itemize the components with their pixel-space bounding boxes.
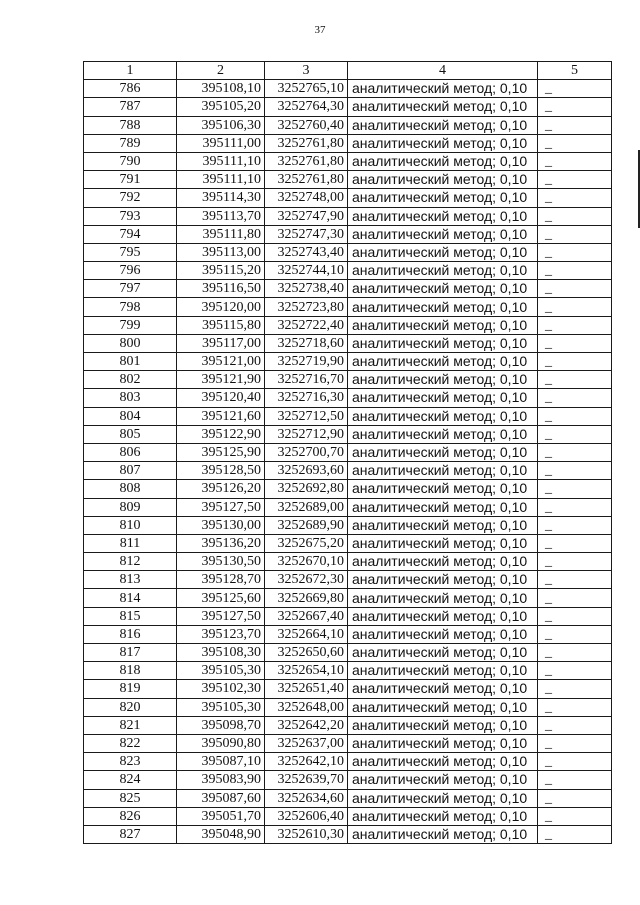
column-header-3: 3 — [265, 62, 348, 80]
y-coordinate-cell: 3252760,40 — [265, 116, 348, 134]
x-coordinate-cell: 395111,10 — [177, 171, 265, 189]
description-cell: _ — [538, 389, 612, 407]
point-number-cell: 810 — [84, 516, 177, 534]
description-cell: _ — [538, 734, 612, 752]
method-cell: аналитический метод; 0,10 — [348, 98, 538, 116]
y-coordinate-cell: 3252606,40 — [265, 807, 348, 825]
table-row — [84, 298, 612, 316]
method-cell: аналитический метод; 0,10 — [348, 316, 538, 334]
point-number-cell: 815 — [84, 607, 177, 625]
method-cell: аналитический метод; 0,10 — [348, 171, 538, 189]
x-coordinate-cell: 395121,00 — [177, 353, 265, 371]
table-body — [84, 80, 612, 844]
x-coordinate-cell: 395115,80 — [177, 316, 265, 334]
y-coordinate-cell: 3252761,80 — [265, 152, 348, 170]
table-row — [84, 698, 612, 716]
x-coordinate-cell: 395106,30 — [177, 116, 265, 134]
table-row — [84, 571, 612, 589]
point-number-cell: 801 — [84, 353, 177, 371]
point-number-cell: 795 — [84, 243, 177, 261]
y-coordinate-cell: 3252719,90 — [265, 353, 348, 371]
method-cell: аналитический метод; 0,10 — [348, 152, 538, 170]
x-coordinate-cell: 395120,00 — [177, 298, 265, 316]
table-row — [84, 389, 612, 407]
method-cell: аналитический метод; 0,10 — [348, 243, 538, 261]
method-cell: аналитический метод; 0,10 — [348, 753, 538, 771]
method-cell: аналитический метод; 0,10 — [348, 134, 538, 152]
table-row — [84, 644, 612, 662]
table-row — [84, 407, 612, 425]
table-row — [84, 498, 612, 516]
description-cell: _ — [538, 789, 612, 807]
coordinates-table — [83, 61, 612, 844]
description-cell: _ — [538, 716, 612, 734]
table-row — [84, 807, 612, 825]
description-cell: _ — [538, 171, 612, 189]
point-number-cell: 792 — [84, 189, 177, 207]
point-number-cell: 794 — [84, 225, 177, 243]
point-number-cell: 823 — [84, 753, 177, 771]
description-cell: _ — [538, 98, 612, 116]
page-number: 37 — [314, 24, 326, 36]
method-cell: аналитический метод; 0,10 — [348, 698, 538, 716]
description-cell: _ — [538, 443, 612, 461]
description-cell: _ — [538, 680, 612, 698]
point-number-cell: 826 — [84, 807, 177, 825]
description-cell: _ — [538, 407, 612, 425]
description-cell: _ — [538, 589, 612, 607]
y-coordinate-cell: 3252712,50 — [265, 407, 348, 425]
x-coordinate-cell: 395128,70 — [177, 571, 265, 589]
description-cell: _ — [538, 480, 612, 498]
y-coordinate-cell: 3252747,90 — [265, 207, 348, 225]
method-cell: аналитический метод; 0,10 — [348, 443, 538, 461]
method-cell: аналитический метод; 0,10 — [348, 462, 538, 480]
description-cell: _ — [538, 571, 612, 589]
x-coordinate-cell: 395136,20 — [177, 534, 265, 552]
table-row — [84, 225, 612, 243]
x-coordinate-cell: 395116,50 — [177, 280, 265, 298]
y-coordinate-cell: 3252692,80 — [265, 480, 348, 498]
method-cell: аналитический метод; 0,10 — [348, 389, 538, 407]
description-cell: _ — [538, 152, 612, 170]
table-row — [84, 134, 612, 152]
description-cell: _ — [538, 262, 612, 280]
x-coordinate-cell: 395126,20 — [177, 480, 265, 498]
point-number-cell: 821 — [84, 716, 177, 734]
description-cell: _ — [538, 498, 612, 516]
x-coordinate-cell: 395130,00 — [177, 516, 265, 534]
description-cell: _ — [538, 607, 612, 625]
description-cell: _ — [538, 207, 612, 225]
y-coordinate-cell: 3252637,00 — [265, 734, 348, 752]
y-coordinate-cell: 3252718,60 — [265, 334, 348, 352]
table-row — [84, 480, 612, 498]
point-number-cell: 809 — [84, 498, 177, 516]
x-coordinate-cell: 395127,50 — [177, 498, 265, 516]
x-coordinate-cell: 395125,90 — [177, 443, 265, 461]
x-coordinate-cell: 395083,90 — [177, 771, 265, 789]
method-cell: аналитический метод; 0,10 — [348, 662, 538, 680]
y-coordinate-cell: 3252667,40 — [265, 607, 348, 625]
x-coordinate-cell: 395114,30 — [177, 189, 265, 207]
method-cell: аналитический метод; 0,10 — [348, 680, 538, 698]
y-coordinate-cell: 3252723,80 — [265, 298, 348, 316]
y-coordinate-cell: 3252722,40 — [265, 316, 348, 334]
description-cell: _ — [538, 425, 612, 443]
table-row — [84, 534, 612, 552]
y-coordinate-cell: 3252610,30 — [265, 825, 348, 843]
x-coordinate-cell: 395087,60 — [177, 789, 265, 807]
table-row — [84, 680, 612, 698]
y-coordinate-cell: 3252765,10 — [265, 80, 348, 98]
point-number-cell: 791 — [84, 171, 177, 189]
description-cell: _ — [538, 662, 612, 680]
y-coordinate-cell: 3252747,30 — [265, 225, 348, 243]
table-row — [84, 152, 612, 170]
description-cell: _ — [538, 353, 612, 371]
y-coordinate-cell: 3252764,30 — [265, 98, 348, 116]
point-number-cell: 817 — [84, 644, 177, 662]
y-coordinate-cell: 3252675,20 — [265, 534, 348, 552]
point-number-cell: 824 — [84, 771, 177, 789]
description-cell: _ — [538, 80, 612, 98]
x-coordinate-cell: 395122,90 — [177, 425, 265, 443]
table-row — [84, 589, 612, 607]
point-number-cell: 820 — [84, 698, 177, 716]
description-cell: _ — [538, 516, 612, 534]
y-coordinate-cell: 3252650,60 — [265, 644, 348, 662]
method-cell: аналитический метод; 0,10 — [348, 771, 538, 789]
x-coordinate-cell: 395120,40 — [177, 389, 265, 407]
description-cell: _ — [538, 625, 612, 643]
method-cell: аналитический метод; 0,10 — [348, 625, 538, 643]
description-cell: _ — [538, 553, 612, 571]
point-number-cell: 806 — [84, 443, 177, 461]
x-coordinate-cell: 395125,60 — [177, 589, 265, 607]
table-row — [84, 607, 612, 625]
method-cell: аналитический метод; 0,10 — [348, 80, 538, 98]
table-row — [84, 553, 612, 571]
table-row — [84, 753, 612, 771]
table-row — [84, 334, 612, 352]
table-row — [84, 98, 612, 116]
y-coordinate-cell: 3252738,40 — [265, 280, 348, 298]
method-cell: аналитический метод; 0,10 — [348, 534, 538, 552]
description-cell: _ — [538, 753, 612, 771]
column-header-4: 4 — [348, 62, 538, 80]
y-coordinate-cell: 3252670,10 — [265, 553, 348, 571]
x-coordinate-cell: 395117,00 — [177, 334, 265, 352]
description-cell: _ — [538, 771, 612, 789]
method-cell: аналитический метод; 0,10 — [348, 225, 538, 243]
table-row — [84, 353, 612, 371]
x-coordinate-cell: 395098,70 — [177, 716, 265, 734]
x-coordinate-cell: 395121,60 — [177, 407, 265, 425]
description-cell: _ — [538, 243, 612, 261]
method-cell: аналитический метод; 0,10 — [348, 207, 538, 225]
x-coordinate-cell: 395130,50 — [177, 553, 265, 571]
point-number-cell: 800 — [84, 334, 177, 352]
point-number-cell: 811 — [84, 534, 177, 552]
table-row — [84, 825, 612, 843]
table-header-row — [84, 62, 612, 80]
x-coordinate-cell: 395113,70 — [177, 207, 265, 225]
y-coordinate-cell: 3252748,00 — [265, 189, 348, 207]
method-cell: аналитический метод; 0,10 — [348, 116, 538, 134]
x-coordinate-cell: 395102,30 — [177, 680, 265, 698]
point-number-cell: 816 — [84, 625, 177, 643]
point-number-cell: 805 — [84, 425, 177, 443]
description-cell: _ — [538, 280, 612, 298]
description-cell: _ — [538, 225, 612, 243]
table-row — [84, 625, 612, 643]
method-cell: аналитический метод; 0,10 — [348, 553, 538, 571]
point-number-cell: 822 — [84, 734, 177, 752]
method-cell: аналитический метод; 0,10 — [348, 353, 538, 371]
point-number-cell: 793 — [84, 207, 177, 225]
table-row — [84, 425, 612, 443]
method-cell: аналитический метод; 0,10 — [348, 262, 538, 280]
point-number-cell: 786 — [84, 80, 177, 98]
x-coordinate-cell: 395115,20 — [177, 262, 265, 280]
x-coordinate-cell: 395048,90 — [177, 825, 265, 843]
table-row — [84, 280, 612, 298]
point-number-cell: 796 — [84, 262, 177, 280]
y-coordinate-cell: 3252716,30 — [265, 389, 348, 407]
method-cell: аналитический метод; 0,10 — [348, 480, 538, 498]
point-number-cell: 798 — [84, 298, 177, 316]
y-coordinate-cell: 3252672,30 — [265, 571, 348, 589]
x-coordinate-cell: 395127,50 — [177, 607, 265, 625]
method-cell: аналитический метод; 0,10 — [348, 807, 538, 825]
y-coordinate-cell: 3252689,90 — [265, 516, 348, 534]
table-row — [84, 516, 612, 534]
table-row — [84, 316, 612, 334]
table-row — [84, 243, 612, 261]
table-row — [84, 189, 612, 207]
y-coordinate-cell: 3252669,80 — [265, 589, 348, 607]
x-coordinate-cell: 395111,00 — [177, 134, 265, 152]
x-coordinate-cell: 395111,80 — [177, 225, 265, 243]
x-coordinate-cell: 395090,80 — [177, 734, 265, 752]
method-cell: аналитический метод; 0,10 — [348, 189, 538, 207]
point-number-cell: 790 — [84, 152, 177, 170]
y-coordinate-cell: 3252743,40 — [265, 243, 348, 261]
y-coordinate-cell: 3252651,40 — [265, 680, 348, 698]
table-row — [84, 262, 612, 280]
point-number-cell: 819 — [84, 680, 177, 698]
x-coordinate-cell: 395105,30 — [177, 662, 265, 680]
description-cell: _ — [538, 462, 612, 480]
point-number-cell: 789 — [84, 134, 177, 152]
description-cell: _ — [538, 134, 612, 152]
point-number-cell: 788 — [84, 116, 177, 134]
y-coordinate-cell: 3252761,80 — [265, 134, 348, 152]
x-coordinate-cell: 395087,10 — [177, 753, 265, 771]
x-coordinate-cell: 395108,30 — [177, 644, 265, 662]
description-cell: _ — [538, 371, 612, 389]
point-number-cell: 813 — [84, 571, 177, 589]
table-row — [84, 734, 612, 752]
x-coordinate-cell: 395108,10 — [177, 80, 265, 98]
x-coordinate-cell: 395113,00 — [177, 243, 265, 261]
point-number-cell: 818 — [84, 662, 177, 680]
table-row — [84, 789, 612, 807]
point-number-cell: 827 — [84, 825, 177, 843]
table-row — [84, 80, 612, 98]
method-cell: аналитический метод; 0,10 — [348, 280, 538, 298]
description-cell: _ — [538, 698, 612, 716]
point-number-cell: 803 — [84, 389, 177, 407]
point-number-cell: 814 — [84, 589, 177, 607]
method-cell: аналитический метод; 0,10 — [348, 644, 538, 662]
y-coordinate-cell: 3252648,00 — [265, 698, 348, 716]
method-cell: аналитический метод; 0,10 — [348, 407, 538, 425]
column-header-1: 1 — [84, 62, 177, 80]
description-cell: _ — [538, 534, 612, 552]
y-coordinate-cell: 3252639,70 — [265, 771, 348, 789]
point-number-cell: 799 — [84, 316, 177, 334]
method-cell: аналитический метод; 0,10 — [348, 825, 538, 843]
table-row — [84, 371, 612, 389]
y-coordinate-cell: 3252712,90 — [265, 425, 348, 443]
column-header-2: 2 — [177, 62, 265, 80]
method-cell: аналитический метод; 0,10 — [348, 425, 538, 443]
point-number-cell: 802 — [84, 371, 177, 389]
method-cell: аналитический метод; 0,10 — [348, 516, 538, 534]
method-cell: аналитический метод; 0,10 — [348, 789, 538, 807]
method-cell: аналитический метод; 0,10 — [348, 734, 538, 752]
description-cell: _ — [538, 807, 612, 825]
point-number-cell: 825 — [84, 789, 177, 807]
x-coordinate-cell: 395121,90 — [177, 371, 265, 389]
y-coordinate-cell: 3252642,10 — [265, 753, 348, 771]
description-cell: _ — [538, 644, 612, 662]
y-coordinate-cell: 3252689,00 — [265, 498, 348, 516]
x-coordinate-cell: 395105,20 — [177, 98, 265, 116]
method-cell: аналитический метод; 0,10 — [348, 571, 538, 589]
table-row — [84, 443, 612, 461]
y-coordinate-cell: 3252642,20 — [265, 716, 348, 734]
y-coordinate-cell: 3252744,10 — [265, 262, 348, 280]
table-row — [84, 716, 612, 734]
description-cell: _ — [538, 298, 612, 316]
method-cell: аналитический метод; 0,10 — [348, 298, 538, 316]
column-header-5: 5 — [538, 62, 612, 80]
y-coordinate-cell: 3252664,10 — [265, 625, 348, 643]
method-cell: аналитический метод; 0,10 — [348, 498, 538, 516]
table-row — [84, 462, 612, 480]
description-cell: _ — [538, 316, 612, 334]
point-number-cell: 808 — [84, 480, 177, 498]
y-coordinate-cell: 3252716,70 — [265, 371, 348, 389]
table-row — [84, 662, 612, 680]
method-cell: аналитический метод; 0,10 — [348, 371, 538, 389]
y-coordinate-cell: 3252761,80 — [265, 171, 348, 189]
y-coordinate-cell: 3252634,60 — [265, 789, 348, 807]
x-coordinate-cell: 395105,30 — [177, 698, 265, 716]
method-cell: аналитический метод; 0,10 — [348, 334, 538, 352]
x-coordinate-cell: 395111,10 — [177, 152, 265, 170]
table-row — [84, 207, 612, 225]
description-cell: _ — [538, 334, 612, 352]
point-number-cell: 812 — [84, 553, 177, 571]
point-number-cell: 804 — [84, 407, 177, 425]
method-cell: аналитический метод; 0,10 — [348, 607, 538, 625]
method-cell: аналитический метод; 0,10 — [348, 589, 538, 607]
description-cell: _ — [538, 825, 612, 843]
method-cell: аналитический метод; 0,10 — [348, 716, 538, 734]
x-coordinate-cell: 395051,70 — [177, 807, 265, 825]
x-coordinate-cell: 395128,50 — [177, 462, 265, 480]
y-coordinate-cell: 3252700,70 — [265, 443, 348, 461]
table-row — [84, 771, 612, 789]
point-number-cell: 797 — [84, 280, 177, 298]
table-row — [84, 116, 612, 134]
y-coordinate-cell: 3252693,60 — [265, 462, 348, 480]
point-number-cell: 787 — [84, 98, 177, 116]
description-cell: _ — [538, 189, 612, 207]
y-coordinate-cell: 3252654,10 — [265, 662, 348, 680]
point-number-cell: 807 — [84, 462, 177, 480]
description-cell: _ — [538, 116, 612, 134]
table-row — [84, 171, 612, 189]
x-coordinate-cell: 395123,70 — [177, 625, 265, 643]
